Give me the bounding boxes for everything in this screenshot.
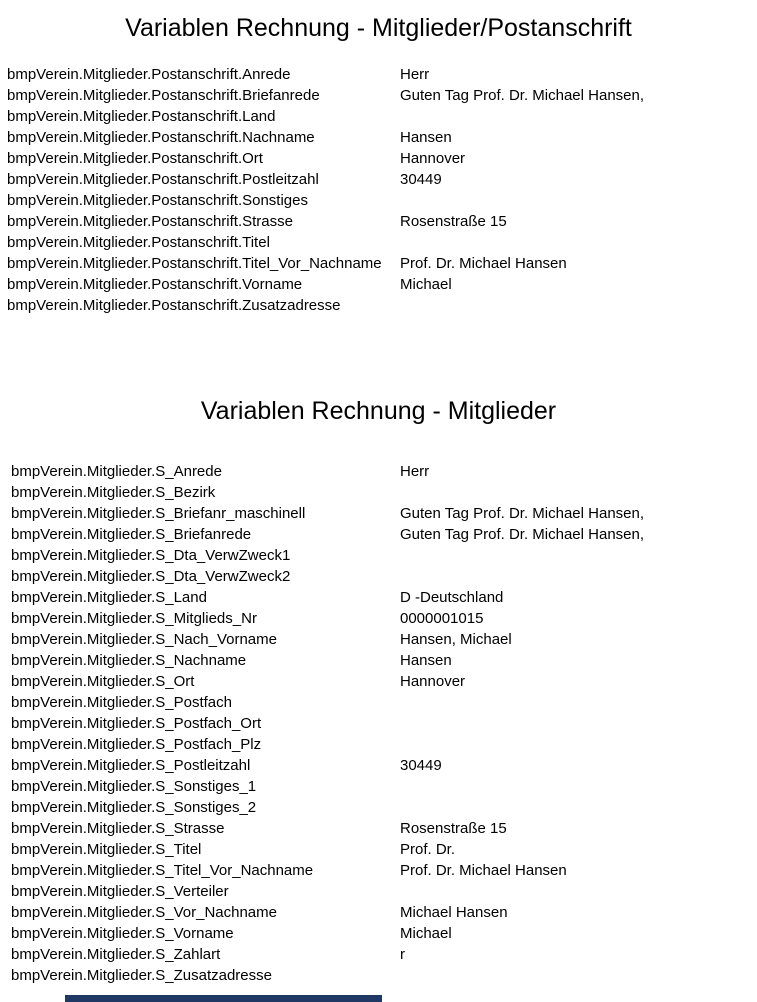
variable-row	[0, 169, 757, 190]
variable-name: bmpVerein.Mitglieder.Postanschrift.Sonstiges	[7, 192, 308, 209]
variable-row	[0, 295, 757, 316]
variable-row	[0, 881, 757, 902]
variable-name: bmpVerein.Mitglieder.Postanschrift.Zusatzadresse	[7, 297, 341, 314]
variable-value: 30449	[400, 171, 442, 188]
variable-name: bmpVerein.Mitglieder.Postanschrift.Titel_Vor_Nachname	[7, 255, 382, 272]
variable-name: bmpVerein.Mitglieder.S_Dta_VerwZweck2	[11, 568, 291, 585]
variable-value: 30449	[400, 757, 442, 774]
variable-row	[0, 923, 757, 944]
variable-name: bmpVerein.Mitglieder.S_Briefanrede	[11, 526, 252, 543]
variable-name: bmpVerein.Mitglieder.S_Nach_Vorname	[11, 631, 277, 648]
variable-row	[0, 797, 757, 818]
variable-row	[0, 734, 757, 755]
variable-value: 0000001015	[400, 610, 484, 627]
variable-row	[0, 545, 757, 566]
variable-row	[0, 232, 757, 253]
variable-row	[0, 755, 757, 776]
variable-row	[0, 274, 757, 295]
variable-name: bmpVerein.Mitglieder.S_Zahlart	[11, 946, 221, 963]
variable-row	[0, 566, 757, 587]
variable-name: bmpVerein.Mitglieder.S_Vorname	[11, 925, 234, 942]
variable-row	[0, 650, 757, 671]
variable-row	[0, 211, 757, 232]
variable-name: bmpVerein.Mitglieder.Postanschrift.Ort	[7, 150, 263, 167]
variable-row	[0, 587, 757, 608]
variable-name: bmpVerein.Mitglieder.S_Ort	[11, 673, 195, 690]
variable-name: bmpVerein.Mitglieder.S_Briefanr_maschinell	[11, 505, 306, 522]
variable-name: bmpVerein.Mitglieder.S_Titel	[11, 841, 202, 858]
variable-row	[0, 253, 757, 274]
variable-value: Michael	[400, 276, 452, 293]
variable-name: bmpVerein.Mitglieder.S_Dta_VerwZweck1	[11, 547, 291, 564]
variable-row	[0, 818, 757, 839]
variable-name: bmpVerein.Mitglieder.S_Land	[11, 589, 207, 606]
variable-value: Hansen, Michael	[400, 631, 512, 648]
variable-value: Guten Tag Prof. Dr. Michael Hansen,	[400, 87, 645, 104]
variable-name: bmpVerein.Mitglieder.S_Strasse	[11, 820, 225, 837]
variable-name: bmpVerein.Mitglieder.S_Mitglieds_Nr	[11, 610, 257, 627]
variable-row	[0, 839, 757, 860]
variable-list-postanschrift	[0, 64, 757, 316]
variable-name: bmpVerein.Mitglieder.S_Verteiler	[11, 883, 229, 900]
variable-row	[0, 671, 757, 692]
variable-name: bmpVerein.Mitglieder.Postanschrift.Titel	[7, 234, 270, 251]
variable-row	[0, 965, 757, 986]
variable-name: bmpVerein.Mitglieder.S_Vor_Nachname	[11, 904, 277, 921]
variable-name: bmpVerein.Mitglieder.S_Sonstiges_1	[11, 778, 257, 795]
variable-name: bmpVerein.Mitglieder.S_Postfach	[11, 694, 232, 711]
variable-value: Rosenstraße 15	[400, 213, 507, 230]
variable-value: Guten Tag Prof. Dr. Michael Hansen,	[400, 526, 645, 543]
variable-value: Prof. Dr. Michael Hansen	[400, 255, 567, 272]
variable-row	[0, 190, 757, 211]
variable-value: D -Deutschland	[400, 589, 504, 606]
variable-name: bmpVerein.Mitglieder.Postanschrift.Land	[7, 108, 276, 125]
variable-name: bmpVerein.Mitglieder.S_Anrede	[11, 463, 222, 480]
variable-name: bmpVerein.Mitglieder.S_Postfach_Plz	[11, 736, 262, 753]
variable-list-mitglieder	[0, 461, 757, 986]
variable-row	[0, 461, 757, 482]
variable-name: bmpVerein.Mitglieder.S_Postfach_Ort	[11, 715, 262, 732]
variable-row	[0, 85, 757, 106]
variable-row	[0, 608, 757, 629]
variable-row	[0, 503, 757, 524]
variable-value: Prof. Dr. Michael Hansen	[400, 862, 567, 879]
page-title-mitglieder: Variablen Rechnung - Mitglieder	[200, 397, 557, 425]
variable-name: bmpVerein.Mitglieder.Postanschrift.Nachname	[7, 129, 315, 146]
variable-row	[0, 860, 757, 881]
variable-value: Hansen	[400, 652, 452, 669]
variable-name: bmpVerein.Mitglieder.S_Titel_Vor_Nachname	[11, 862, 314, 879]
variable-name: bmpVerein.Mitglieder.Postanschrift.Briefanrede	[7, 87, 320, 104]
variable-row	[0, 692, 757, 713]
variable-value: Herr	[400, 463, 430, 480]
variable-value: Rosenstraße 15	[400, 820, 507, 837]
variable-row	[0, 902, 757, 923]
variable-row	[0, 106, 757, 127]
variable-value: r	[400, 946, 405, 963]
variable-value: Hansen	[400, 129, 452, 146]
bottom-bar	[65, 995, 382, 1002]
variable-row	[0, 776, 757, 797]
variable-value: Prof. Dr.	[400, 841, 456, 858]
variable-row	[0, 629, 757, 650]
variable-name: bmpVerein.Mitglieder.S_Nachname	[11, 652, 247, 669]
variable-value: Michael Hansen	[400, 904, 508, 921]
variable-row	[0, 127, 757, 148]
variable-row	[0, 713, 757, 734]
variable-name: bmpVerein.Mitglieder.Postanschrift.Postleitzahl	[7, 171, 319, 188]
variable-value: Hannover	[400, 150, 466, 167]
variable-name: bmpVerein.Mitglieder.Postanschrift.Vorname	[7, 276, 303, 293]
variable-name: bmpVerein.Mitglieder.Postanschrift.Strasse	[7, 213, 293, 230]
page-title-postanschrift: Variablen Rechnung - Mitglieder/Postanschrift	[125, 14, 632, 42]
variable-name: bmpVerein.Mitglieder.Postanschrift.Anrede	[7, 66, 291, 83]
variable-value: Hannover	[400, 673, 466, 690]
variable-value: Herr	[400, 66, 430, 83]
variable-row	[0, 524, 757, 545]
variable-value: Guten Tag Prof. Dr. Michael Hansen,	[400, 505, 645, 522]
variable-name: bmpVerein.Mitglieder.S_Bezirk	[11, 484, 216, 501]
variable-name: bmpVerein.Mitglieder.S_Zusatzadresse	[11, 967, 272, 984]
variable-row	[0, 64, 757, 85]
variable-name: bmpVerein.Mitglieder.S_Postleitzahl	[11, 757, 251, 774]
variable-value: Michael	[400, 925, 452, 942]
variable-row	[0, 482, 757, 503]
variable-row	[0, 148, 757, 169]
variable-row	[0, 944, 757, 965]
variable-name: bmpVerein.Mitglieder.S_Sonstiges_2	[11, 799, 257, 816]
